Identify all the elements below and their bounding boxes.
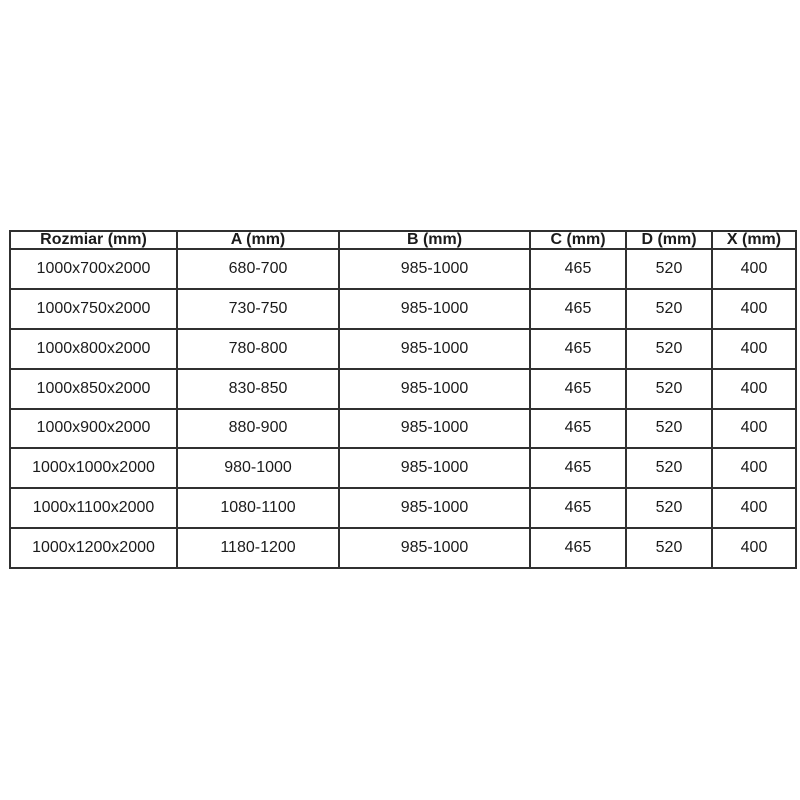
table-cell: 520: [626, 448, 712, 488]
table-cell: 985-1000: [339, 289, 530, 329]
table-row: [10, 448, 796, 488]
table-cell: 1000x800x2000: [10, 329, 177, 369]
table-cell: 1000x850x2000: [10, 369, 177, 409]
table-cell: 1000x1200x2000: [10, 528, 177, 568]
table-cell: 985-1000: [339, 409, 530, 449]
table-cell: 400: [712, 329, 796, 369]
table-cell: 1000x900x2000: [10, 409, 177, 449]
table-cell: 520: [626, 289, 712, 329]
table-cell: 400: [712, 448, 796, 488]
table-cell: 400: [712, 369, 796, 409]
table-cell: 680-700: [177, 249, 339, 289]
table-cell: 980-1000: [177, 448, 339, 488]
table-cell: 1000x750x2000: [10, 289, 177, 329]
table-body: [10, 249, 796, 568]
table-cell: 465: [530, 329, 626, 369]
table-row: [10, 249, 796, 289]
table-cell: 400: [712, 409, 796, 449]
table-cell: 465: [530, 249, 626, 289]
table-cell: 400: [712, 249, 796, 289]
table-cell: 830-850: [177, 369, 339, 409]
table-cell: 520: [626, 249, 712, 289]
column-header-x: X (mm): [712, 231, 796, 249]
table-cell: 465: [530, 369, 626, 409]
table-cell: 1000x1100x2000: [10, 488, 177, 528]
table-cell: 1000x1000x2000: [10, 448, 177, 488]
table-cell: 1080-1100: [177, 488, 339, 528]
table-row: [10, 409, 796, 449]
size-spec-table: [9, 230, 797, 569]
table-header-row: [10, 231, 796, 249]
table-cell: 985-1000: [339, 488, 530, 528]
table-cell: 520: [626, 409, 712, 449]
table-cell: 520: [626, 528, 712, 568]
column-header-b: B (mm): [339, 231, 530, 249]
table-row: [10, 528, 796, 568]
table-cell: 465: [530, 488, 626, 528]
column-header-a: A (mm): [177, 231, 339, 249]
table-row: [10, 329, 796, 369]
table-cell: 465: [530, 528, 626, 568]
table-cell: 520: [626, 369, 712, 409]
table-cell: 465: [530, 289, 626, 329]
table-cell: 780-800: [177, 329, 339, 369]
table-cell: 400: [712, 528, 796, 568]
table-row: [10, 369, 796, 409]
table-cell: 400: [712, 289, 796, 329]
table-cell: 520: [626, 329, 712, 369]
column-header-c: C (mm): [530, 231, 626, 249]
table-cell: 465: [530, 409, 626, 449]
column-header-d: D (mm): [626, 231, 712, 249]
table-cell: 400: [712, 488, 796, 528]
table-row: [10, 289, 796, 329]
table-cell: 1000x700x2000: [10, 249, 177, 289]
table-row: [10, 488, 796, 528]
table-cell: 985-1000: [339, 448, 530, 488]
table-cell: 985-1000: [339, 369, 530, 409]
table-cell: 985-1000: [339, 528, 530, 568]
table-cell: 880-900: [177, 409, 339, 449]
table-cell: 465: [530, 448, 626, 488]
table-cell: 520: [626, 488, 712, 528]
table-cell: 985-1000: [339, 329, 530, 369]
table-cell: 730-750: [177, 289, 339, 329]
table-cell: 1180-1200: [177, 528, 339, 568]
table-cell: 985-1000: [339, 249, 530, 289]
column-header-rozmiar: Rozmiar (mm): [10, 231, 177, 249]
